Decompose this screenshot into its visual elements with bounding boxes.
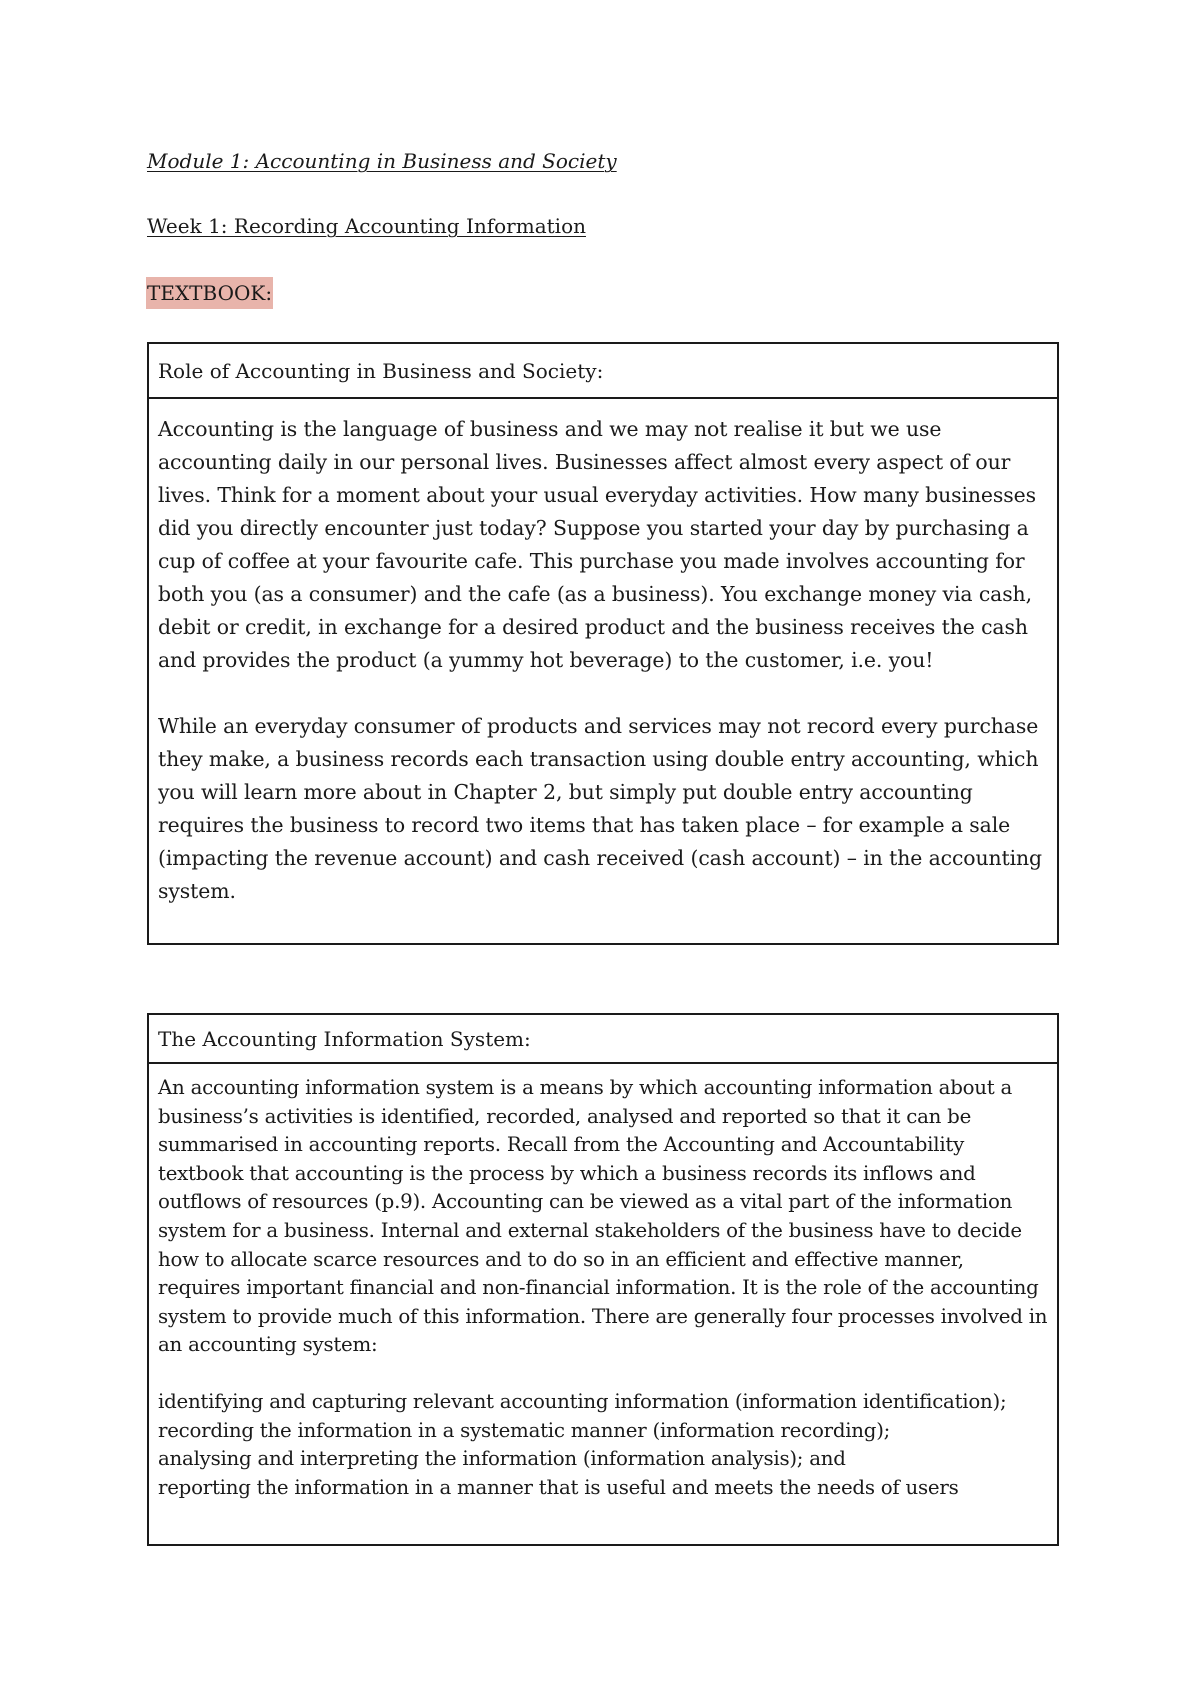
paragraph: While an everyday consumer of products and services may not record every purchase they make, a business records each transaction using double entry accounting, which you will learn more about in Chapter 2, but simply put double entry accounting requires the business to record two items that has taken place – for example a sale (impacting the revenue account) and cash received (cash account) – in the accounting system. bbox=[158, 714, 1043, 903]
module-title: Module 1: Accounting in Business and Society bbox=[147, 149, 617, 173]
box-body bbox=[149, 1064, 1057, 1502]
box-header bbox=[149, 344, 1057, 399]
list-item: identifying and capturing relevant accounting information (information identification); bbox=[158, 1389, 1007, 1413]
box-body bbox=[149, 399, 1057, 908]
paragraph-gap bbox=[158, 677, 1048, 710]
role-of-accounting-box bbox=[147, 342, 1059, 945]
paragraph: An accounting information system is a means by which accounting information about a business’s activities is identified, recorded, analysed and reported so that it can be summarised in accounting reports. Recall from the Accounting and Accountability textbook that accounting is the process by which a business records its inflows and outflows of resources (p.9). Accounting can be viewed as a vital part of the information system for a business. Internal and external stakeholders of the business have to decide how to allocate scarce resources and to do so in an efficient and effective manner, requires important financial and non-financial information. It is the role of the accounting system to provide much of this information. There are generally four processes involved in an accounting system: bbox=[158, 1076, 1048, 1357]
week-title: Week 1: Recording Accounting Information bbox=[147, 214, 586, 238]
textbook-label: TEXTBOOK: bbox=[146, 277, 273, 309]
list-item: reporting the information in a manner that is useful and meets the needs of users bbox=[158, 1475, 959, 1499]
box-header-text: Role of Accounting in Business and Society: bbox=[158, 358, 604, 383]
box-header bbox=[149, 1015, 1057, 1064]
accounting-information-system-box bbox=[147, 1013, 1059, 1546]
list-item: analysing and interpreting the information (information analysis); and bbox=[158, 1447, 846, 1471]
paragraph: Accounting is the language of business and we may not realise it but we use accounting daily in our personal lives. Businesses affect almost every aspect of our lives. Think for a moment about your usual everyday activities. How many businesses did you directly encounter just today? Suppose you started your day by purchasing a cup of coffee at your favourite cafe. This purchase you made involves accounting for both you (as a consumer) and the cafe (as a business). You exchange money via cash, debit or credit, in exchange for a desired product and the business receives the cash and provides the product (a yummy hot beverage) to the customer, i.e. you! bbox=[158, 417, 1036, 672]
paragraph-gap bbox=[158, 1360, 1048, 1388]
box-header-text: The Accounting Information System: bbox=[158, 1026, 531, 1051]
list-item: recording the information in a systematic manner (information recording); bbox=[158, 1418, 891, 1442]
